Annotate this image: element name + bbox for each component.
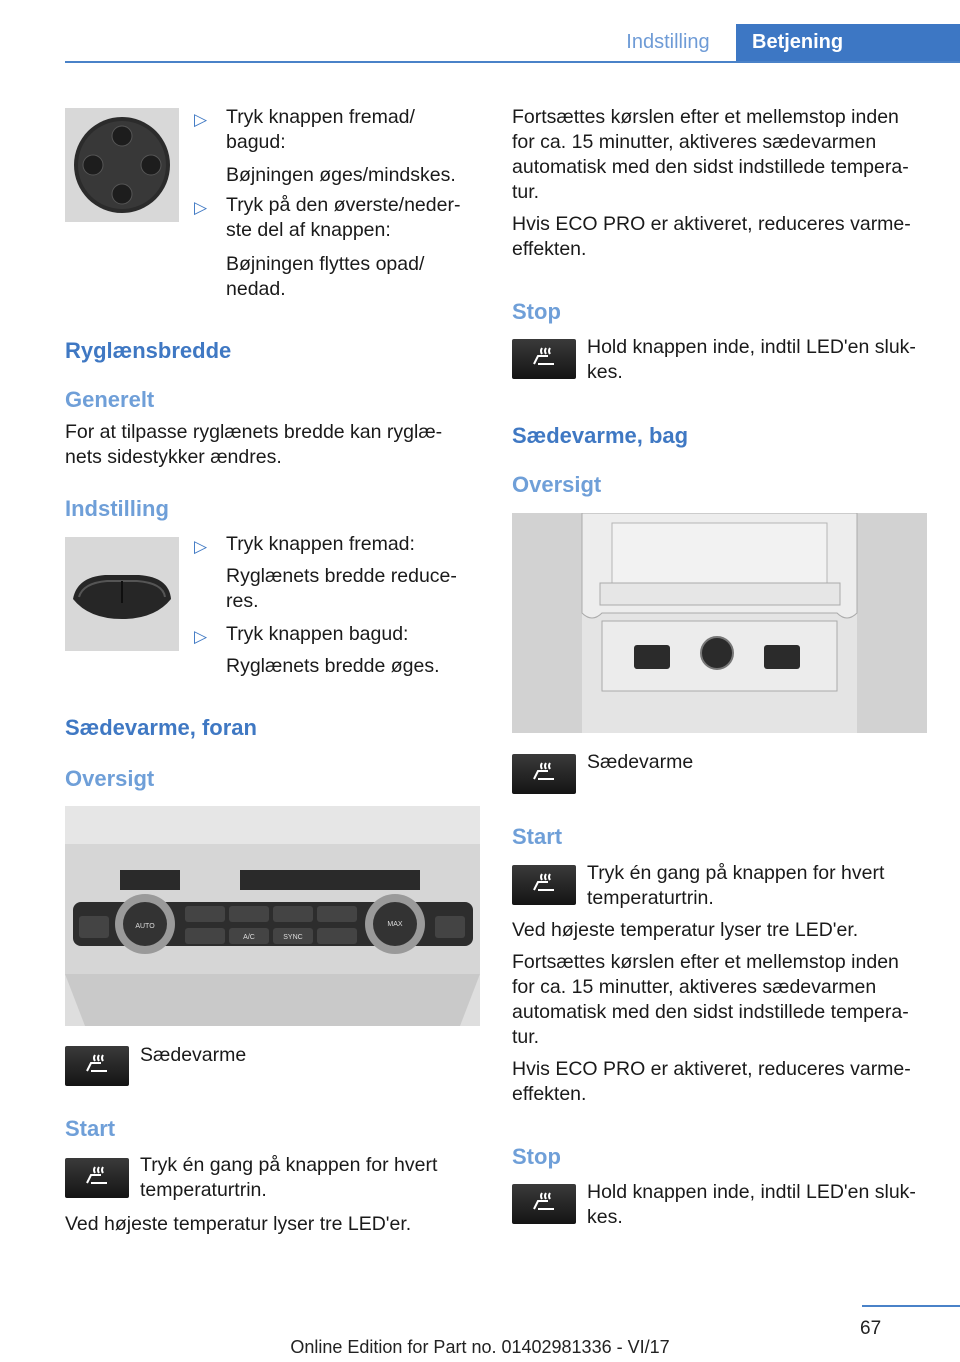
front-climate-panel-image <box>65 806 480 1026</box>
subtitle-generelt: Generelt <box>65 387 155 412</box>
subtitle-stop-rear: Stop <box>512 1144 561 1169</box>
seat-heating-button-icon <box>512 754 576 794</box>
header-rule <box>65 61 960 63</box>
start-text-front: Tryk én gang på knappen for hvert temperaturtrin. <box>140 1154 438 1201</box>
eco-pro-paragraph-rear: Hvis ECO PRO er aktiveret, reduceres varme- effekten. <box>512 1058 911 1105</box>
knob-bullet-2-result: Bøjningen flyttes opad/ nedad. <box>226 253 425 300</box>
seat-heating-button-icon <box>65 1046 129 1086</box>
subtitle-start-front: Start <box>65 1116 116 1141</box>
header-tab-betjening[interactable]: Betjening <box>736 24 960 61</box>
led-text-rear: Ved højeste temperatur lyser tre LED'er. <box>512 919 859 941</box>
subtitle-oversigt-foran: Oversigt <box>65 766 155 791</box>
knob-bullet-1: Tryk knappen fremad/ bagud: <box>226 106 415 153</box>
subtitle-start-rear: Start <box>512 824 563 849</box>
resume-paragraph-front: Fortsættes kørslen efter et mellemstop inden for ca. 15 minutter, aktiveres sædevarmen automatisk med den sidst indstillede tempera- tur. <box>512 106 909 203</box>
saedevarme-label-front: Sædevarme <box>140 1044 247 1066</box>
footer-edition-text: Online Edition for Part no. 01402981336 - VI/17 <box>290 1337 670 1357</box>
resume-paragraph-rear: Fortsættes kørslen efter et mellemstop inden for ca. 15 minutter, aktiveres sædevarmen automatisk med den sidst indstillede tempera- tur. <box>512 951 909 1048</box>
panel-sync-label: SYNC <box>283 934 303 941</box>
rear-console-image <box>512 513 927 733</box>
width-switch-image <box>65 537 179 651</box>
saedevarme-label-rear: Sædevarme <box>587 751 694 773</box>
lumbar-knob-image <box>65 108 179 222</box>
section-title-ryglaensbredde: Ryglænsbredde <box>65 338 232 363</box>
panel-auto-label: AUTO <box>135 923 155 930</box>
page-number: 67 <box>860 1318 882 1339</box>
page-number-rule <box>862 1305 960 1307</box>
seat-heating-button-icon <box>65 1158 129 1198</box>
section-title-saedevarme-foran: Sædevarme, foran <box>65 715 257 740</box>
subtitle-stop-front: Stop <box>512 299 561 324</box>
seat-heating-button-icon <box>512 339 576 379</box>
width-bullet-2: Tryk knappen bagud: <box>226 623 409 645</box>
led-text-front: Ved højeste temperatur lyser tre LED'er. <box>65 1213 412 1235</box>
stop-text-front: Hold knappen inde, indtil LED'en sluk- kes. <box>587 336 916 383</box>
panel-max-label: MAX <box>387 921 403 928</box>
width-bullet-1: Tryk knappen fremad: <box>226 533 415 555</box>
panel-ac-label: A/C <box>243 934 255 941</box>
subtitle-indstilling: Indstilling <box>65 496 169 521</box>
bullet-arrow-icon: ▷ <box>194 110 208 129</box>
footer-edition <box>0 1337 960 1358</box>
width-bullet-2-result: Ryglænets bredde øges. <box>226 655 440 677</box>
knob-bullet-2: Tryk på den øverste/neder- ste del af knappen: <box>226 194 461 241</box>
bullet-arrow-icon: ▷ <box>194 537 208 556</box>
subtitle-oversigt-bag: Oversigt <box>512 472 602 497</box>
seat-heating-button-icon <box>512 865 576 905</box>
stop-text-rear: Hold knappen inde, indtil LED'en sluk- kes. <box>587 1181 916 1228</box>
width-bullet-1-result: Ryglænets bredde reduce- res. <box>226 565 457 612</box>
seat-heating-button-icon <box>512 1184 576 1224</box>
section-title-saedevarme-bag: Sædevarme, bag <box>512 423 689 448</box>
eco-pro-paragraph-front: Hvis ECO PRO er aktiveret, reduceres varme- effekten. <box>512 213 911 260</box>
start-text-rear: Tryk én gang på knappen for hvert temperaturtrin. <box>587 862 885 909</box>
header-tab-indstilling[interactable]: Indstilling <box>626 31 710 53</box>
generelt-text: For at tilpasse ryglænets bredde kan ryglæ- nets sidestykker ændres. <box>65 421 443 468</box>
bullet-arrow-icon: ▷ <box>194 627 208 646</box>
knob-bullet-1-result: Bøjningen øges/mindskes. <box>226 164 456 186</box>
bullet-arrow-icon: ▷ <box>194 198 208 217</box>
